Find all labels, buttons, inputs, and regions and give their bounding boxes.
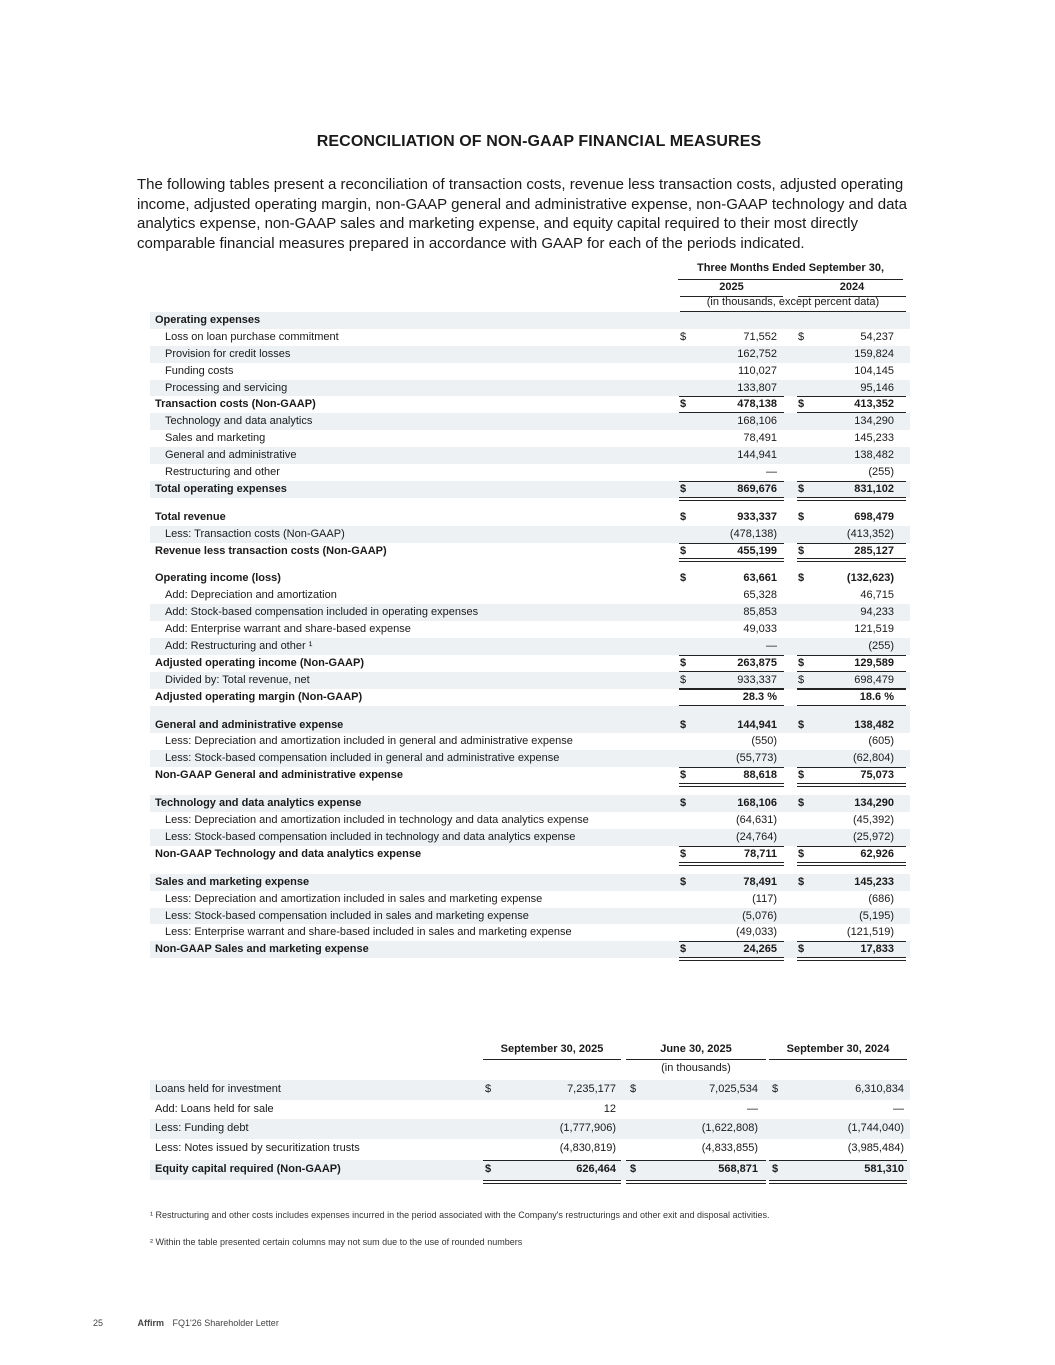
value-2025: (5,076) (742, 909, 777, 922)
row-label: Less: Stock-based compensation included in sales and marketing expense (165, 909, 529, 922)
value-2024: (605) (868, 735, 894, 748)
currency-symbol: $ (772, 1163, 779, 1175)
units-label: (in thousands) (661, 1062, 731, 1074)
value-2024: 46,715 (860, 589, 894, 602)
table-row (150, 733, 910, 750)
value-sep-2025: 12 (603, 1102, 616, 1115)
value-2025: 933,337 (737, 673, 777, 686)
value-2024: 698,479 (854, 673, 894, 686)
column-header-sep-2024: September 30, 2024 (769, 1043, 907, 1060)
footnote-2: ² Within the table presented certain columns may not sum due to the use of rounded numbers (150, 1237, 523, 1247)
table-row (150, 570, 910, 587)
rule (797, 846, 906, 847)
table-row (150, 346, 910, 363)
rule (679, 767, 784, 768)
row-label: Restructuring and other (165, 466, 280, 479)
value-2024: (255) (868, 466, 894, 479)
value-2024: 413,352 (854, 398, 894, 411)
table-row (150, 447, 910, 464)
row-label: Technology and data analytics (165, 415, 313, 428)
value-2024: 121,519 (854, 623, 894, 636)
currency-symbol: $ (680, 544, 687, 557)
currency-symbol: $ (680, 482, 687, 495)
table-row (150, 621, 910, 638)
value-2024: 285,127 (854, 544, 894, 557)
currency-symbol: $ (680, 656, 687, 669)
row-label: Sales and marketing (165, 432, 266, 445)
value-2024: (121,519) (846, 926, 894, 939)
table-row (150, 396, 910, 413)
row-label: Loans held for investment (155, 1083, 281, 1095)
table-row (150, 874, 910, 891)
value-2024: 54,237 (860, 330, 894, 343)
brand-name: Affirm (137, 1318, 165, 1328)
equity-capital-table (150, 1040, 910, 1180)
value-2025: (49,033) (736, 926, 777, 939)
row-label: Less: Funding debt (155, 1122, 249, 1134)
value-2025: 168,106 (737, 797, 777, 810)
row-label: Less: Transaction costs (Non-GAAP) (165, 527, 345, 540)
value-2024: (45,392) (853, 814, 894, 827)
currency-symbol: $ (680, 572, 687, 585)
value-jun-2025: (4,833,855) (701, 1141, 758, 1154)
value-2025: 110,027 (738, 364, 777, 377)
table-row (150, 543, 910, 560)
value-2025: 78,491 (743, 432, 777, 445)
rule (797, 655, 906, 656)
row-label: Less: Depreciation and amortization included in sales and marketing expense (165, 892, 543, 905)
value-2025: (55,773) (736, 752, 777, 765)
value-sep-2024: 581,310 (864, 1163, 904, 1175)
table-body (150, 312, 910, 958)
value-2025: 85,853 (743, 606, 777, 619)
value-sep-2025: (1,777,906) (559, 1122, 616, 1134)
row-label: Non-GAAP General and administrative expense (155, 769, 403, 782)
currency-symbol: $ (798, 330, 805, 343)
rule (797, 941, 906, 942)
table-row (150, 638, 910, 655)
value-jun-2025: — (747, 1102, 758, 1115)
value-2024: (413,352) (846, 527, 894, 540)
table-row (150, 812, 910, 829)
value-2025: 162,752 (737, 347, 777, 360)
value-sep-2025: (4,830,819) (559, 1141, 616, 1154)
table-row (150, 717, 910, 734)
row-label: Processing and servicing (165, 381, 288, 394)
currency-symbol: $ (798, 797, 805, 810)
table-row (150, 604, 910, 621)
value-2025: 478,138 (737, 398, 777, 411)
table-row (150, 329, 910, 346)
value-2025: 78,711 (743, 847, 777, 860)
value-2024: (686) (868, 892, 894, 905)
table-row (150, 908, 910, 925)
currency-symbol: $ (485, 1083, 492, 1095)
row-spacer (150, 863, 910, 874)
value-2025: 78,491 (743, 875, 777, 888)
rule (797, 396, 906, 397)
table-row (150, 750, 910, 767)
table-row (150, 587, 910, 604)
currency-symbol: $ (798, 572, 805, 585)
value-2024: 75,073 (860, 769, 894, 782)
row-label: Add: Restructuring and other ¹ (165, 640, 313, 653)
row-label: Operating expenses (155, 314, 261, 326)
currency-symbol: $ (798, 482, 805, 495)
row-label: Less: Depreciation and amortization included in technology and data analytics expense (165, 814, 589, 827)
row-label: Adjusted operating income (Non-GAAP) (155, 656, 364, 669)
currency-symbol: $ (680, 847, 687, 860)
rule (679, 481, 784, 482)
table-row (150, 1100, 910, 1120)
value-2025: 263,875 (737, 656, 777, 669)
table-row (150, 1119, 910, 1139)
value-2024: 94,233 (860, 606, 894, 619)
value-2025: 168,106 (737, 415, 777, 428)
rule (769, 1160, 907, 1161)
rule (797, 689, 906, 690)
table-row (150, 526, 910, 543)
period-header: Three Months Ended September 30, (678, 262, 903, 280)
row-label: Add: Stock-based compensation included in operating expenses (165, 606, 479, 619)
value-2025: 24,265 (743, 943, 777, 956)
table-row (150, 829, 910, 846)
value-sep-2024: 6,310,834 (855, 1083, 904, 1095)
rule (797, 481, 906, 482)
currency-symbol: $ (798, 510, 805, 523)
table-row (150, 380, 910, 397)
page-title: RECONCILIATION OF NON-GAAP FINANCIAL MEASURES (316, 133, 762, 150)
row-label: Less: Depreciation and amortization included in general and administrative expense (165, 735, 573, 748)
table-row (150, 430, 910, 447)
value-2025: (117) (752, 892, 777, 905)
double-rule (679, 957, 784, 961)
rule (679, 941, 784, 942)
currency-symbol: $ (680, 330, 687, 343)
row-spacer (150, 559, 910, 570)
footnote-1: ¹ Restructuring and other costs includes expenses incurred in the period associated with the Company's restructurings and other exit and disposal activities. (150, 1210, 770, 1220)
currency-symbol: $ (798, 398, 805, 411)
rule (679, 846, 784, 847)
value-2025: (478,138) (729, 527, 777, 540)
rule (483, 1160, 621, 1161)
currency-symbol: $ (798, 656, 805, 669)
row-label: Provision for credit losses (165, 347, 291, 360)
row-label: Loss on loan purchase commitment (165, 330, 339, 343)
value-2024: 138,482 (854, 718, 894, 731)
value-2025: 71,552 (743, 330, 777, 343)
currency-symbol: $ (798, 875, 805, 888)
row-label: Add: Enterprise warrant and share-based expense (165, 623, 411, 636)
row-label: Divided by: Total revenue, net (165, 673, 310, 686)
value-sep-2025: 7,235,177 (567, 1083, 616, 1095)
table-header (150, 262, 910, 312)
value-2024: (62,804) (853, 752, 894, 765)
table-row (150, 795, 910, 812)
intro-paragraph: The following tables present a reconciliation of transaction costs, revenue less transaction costs, adjusted operating income, adjusted operating margin, non-GAAP general and administrative expense, non-GAAP technology and data analytics expense, non-GAAP sales and marketing expense, and equity capital required to their most directly comparable financial measures prepared in accordance with GAAP for each of the periods indicated. (137, 176, 907, 252)
currency-symbol: $ (798, 769, 805, 782)
value-2024: (25,972) (853, 830, 894, 843)
row-label: Total revenue (155, 510, 226, 523)
value-2025: 455,199 (737, 544, 777, 557)
currency-symbol: $ (485, 1163, 492, 1175)
value-2024: 18.6 % (859, 690, 894, 703)
value-2025: 133,807 (737, 381, 777, 394)
value-2024: (132,623) (846, 572, 894, 585)
column-header-2024: 2024 (798, 281, 906, 297)
rule (626, 1160, 766, 1161)
value-2024: 145,233 (854, 432, 894, 445)
table-row (150, 672, 910, 689)
units-label: (in thousands, except percent data) (680, 296, 906, 312)
column-header-sep-2025: September 30, 2025 (483, 1043, 621, 1060)
value-2025: — (766, 466, 777, 479)
table-row (150, 509, 910, 526)
table-row (150, 464, 910, 481)
table-row (150, 924, 910, 941)
currency-symbol: $ (680, 769, 687, 782)
value-2025: (64,631) (736, 814, 777, 827)
document-name: FQ1'26 Shareholder Letter (172, 1318, 279, 1328)
currency-symbol: $ (680, 510, 687, 523)
value-2025: 88,618 (743, 769, 777, 782)
rule (679, 396, 784, 397)
row-label: Operating income (loss) (155, 572, 281, 585)
table-row (150, 767, 910, 784)
table-row (150, 941, 910, 958)
value-2024: 104,145 (854, 364, 894, 377)
value-2024: 95,146 (860, 381, 894, 394)
value-2025: 933,337 (737, 510, 777, 523)
row-label: Adjusted operating margin (Non-GAAP) (155, 690, 363, 703)
table-row (150, 312, 910, 329)
row-label: Non-GAAP Sales and marketing expense (155, 943, 369, 956)
value-2024: 134,290 (854, 797, 894, 810)
currency-symbol: $ (798, 943, 805, 956)
row-label: Revenue less transaction costs (Non-GAAP) (155, 544, 387, 557)
value-2024: 698,479 (854, 510, 894, 523)
value-2024: 159,824 (854, 347, 894, 360)
page-number: 25 (93, 1318, 104, 1328)
value-2024: 831,102 (854, 482, 894, 495)
currency-symbol: $ (680, 943, 687, 956)
row-label: Funding costs (165, 364, 234, 377)
rule (797, 543, 906, 544)
value-sep-2024: — (893, 1102, 904, 1115)
row-label: Add: Depreciation and amortization (165, 589, 337, 602)
row-label: Non-GAAP Technology and data analytics expense (155, 847, 422, 860)
table-row (150, 689, 910, 706)
row-spacer (150, 784, 910, 795)
double-rule (769, 1180, 907, 1184)
value-2024: 138,482 (854, 449, 894, 462)
row-label: Less: Notes issued by securitization trusts (155, 1141, 360, 1154)
row-label: Less: Stock-based compensation included in technology and data analytics expense (165, 830, 576, 843)
currency-symbol: $ (798, 544, 805, 557)
double-rule (483, 1180, 621, 1184)
value-2024: 17,833 (860, 943, 894, 956)
value-2025: 28.3 % (742, 690, 777, 703)
currency-symbol: $ (680, 673, 687, 686)
currency-symbol: $ (798, 847, 805, 860)
row-label: Technology and data analytics expense (155, 797, 362, 810)
row-label: General and administrative (165, 449, 297, 462)
value-2025: 63,661 (743, 572, 777, 585)
row-label: Equity capital required (Non-GAAP) (155, 1163, 341, 1175)
row-spacer (150, 706, 910, 717)
table-row (150, 891, 910, 908)
value-2024: (255) (868, 640, 894, 653)
table-header (150, 1040, 910, 1080)
value-sep-2024: (1,744,040) (847, 1122, 904, 1134)
value-2025: — (766, 640, 777, 653)
value-2025: 144,941 (737, 718, 777, 731)
value-jun-2025: 7,025,534 (709, 1083, 758, 1095)
table-row (150, 846, 910, 863)
column-header-2025: 2025 (680, 281, 783, 297)
currency-symbol: $ (680, 398, 687, 411)
value-2025: (550) (751, 735, 777, 748)
value-sep-2025: 626,464 (576, 1163, 616, 1175)
currency-symbol: $ (630, 1083, 637, 1095)
value-jun-2025: (1,622,808) (701, 1122, 758, 1134)
row-spacer (150, 498, 910, 509)
value-2025: 49,033 (743, 623, 777, 636)
non-gaap-reconciliation-table (150, 262, 910, 958)
table-row (150, 655, 910, 672)
table-row (150, 1080, 910, 1100)
table-row (150, 481, 910, 498)
value-2024: 134,290 (854, 415, 894, 428)
value-2025: (24,764) (736, 830, 777, 843)
currency-symbol: $ (798, 673, 805, 686)
table-body (150, 1080, 910, 1180)
value-2025: 869,676 (737, 482, 777, 495)
currency-symbol: $ (772, 1083, 779, 1095)
row-label: Sales and marketing expense (155, 875, 310, 888)
value-jun-2025: 568,871 (718, 1163, 758, 1175)
table-row (150, 1160, 910, 1180)
currency-symbol: $ (680, 875, 687, 888)
table-row (150, 1139, 910, 1159)
rule (679, 543, 784, 544)
value-2025: 144,941 (737, 449, 777, 462)
value-2024: 145,233 (854, 875, 894, 888)
column-header-jun-2025: June 30, 2025 (626, 1043, 766, 1060)
row-label: Less: Stock-based compensation included in general and administrative expense (165, 752, 560, 765)
value-sep-2024: (3,985,484) (847, 1141, 904, 1154)
row-label: Add: Loans held for sale (155, 1102, 274, 1115)
value-2024: 129,589 (854, 656, 894, 669)
value-2025: 65,328 (743, 589, 777, 602)
rule (679, 655, 784, 656)
table-row (150, 413, 910, 430)
row-label: General and administrative expense (155, 718, 344, 731)
currency-symbol: $ (680, 797, 687, 810)
row-label: Transaction costs (Non-GAAP) (155, 398, 316, 411)
row-label: Total operating expenses (155, 482, 287, 495)
rule (679, 689, 784, 690)
currency-symbol: $ (680, 718, 687, 731)
currency-symbol: $ (630, 1163, 637, 1175)
double-rule (626, 1180, 766, 1184)
double-rule (797, 957, 906, 961)
row-label: Less: Enterprise warrant and share-based included in sales and marketing expense (165, 926, 572, 939)
value-2024: 62,926 (860, 847, 894, 860)
rule (797, 767, 906, 768)
value-2024: (5,195) (859, 909, 894, 922)
table-row (150, 363, 910, 380)
page-footer (93, 1318, 279, 1328)
currency-symbol: $ (798, 718, 805, 731)
